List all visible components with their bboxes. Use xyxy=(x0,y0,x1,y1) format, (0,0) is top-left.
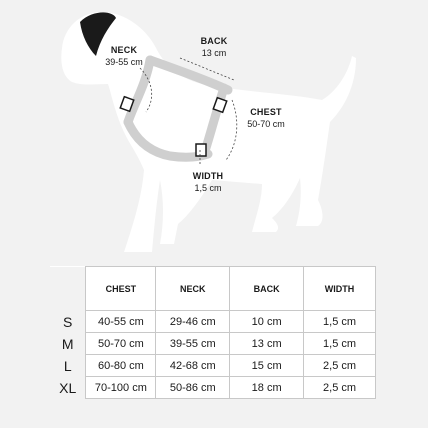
width-value: 1,5 cm xyxy=(194,183,222,193)
table-row xyxy=(50,355,376,377)
chest-value: 50-70 cm xyxy=(247,119,285,129)
neck-cell: 50-86 cm xyxy=(156,377,230,399)
neck-label xyxy=(102,44,146,68)
neck-cell: 29-46 cm xyxy=(156,311,230,333)
header-neck: NECK xyxy=(156,267,230,311)
width-title: WIDTH xyxy=(192,171,224,181)
width-cell: 1,5 cm xyxy=(304,311,376,333)
neck-title: NECK xyxy=(110,45,138,55)
back-cell: 15 cm xyxy=(230,355,304,377)
back-label xyxy=(192,35,236,59)
back-cell: 10 cm xyxy=(230,311,304,333)
chest-cell: 40-55 cm xyxy=(86,311,156,333)
size-label: L xyxy=(50,355,86,377)
width-label xyxy=(186,170,230,194)
chest-cell: 70-100 cm xyxy=(86,377,156,399)
size-chart-table xyxy=(50,266,376,399)
neck-cell: 42-68 cm xyxy=(156,355,230,377)
size-label: XL xyxy=(50,377,86,399)
header-width: WIDTH xyxy=(304,267,376,311)
back-title: BACK xyxy=(200,36,228,46)
width-cell: 2,5 cm xyxy=(304,355,376,377)
chest-cell: 50-70 cm xyxy=(86,333,156,355)
chest-title: CHEST xyxy=(250,107,282,117)
harness-buckle xyxy=(196,144,206,156)
size-label: M xyxy=(50,333,86,355)
width-cell: 1,5 cm xyxy=(304,333,376,355)
back-cell: 13 cm xyxy=(230,333,304,355)
table-row xyxy=(50,377,376,399)
neck-cell: 39-55 cm xyxy=(156,333,230,355)
table-corner-cell xyxy=(50,267,86,311)
chest-label xyxy=(240,106,292,130)
header-back: BACK xyxy=(230,267,304,311)
table-header-row xyxy=(50,267,376,311)
size-label: S xyxy=(50,311,86,333)
back-value: 13 cm xyxy=(201,48,227,58)
neck-value: 39-55 cm xyxy=(105,57,143,67)
table-row xyxy=(50,333,376,355)
back-cell: 18 cm xyxy=(230,377,304,399)
width-cell: 2,5 cm xyxy=(304,377,376,399)
header-chest: CHEST xyxy=(86,267,156,311)
table-row xyxy=(50,311,376,333)
chest-cell: 60-80 cm xyxy=(86,355,156,377)
